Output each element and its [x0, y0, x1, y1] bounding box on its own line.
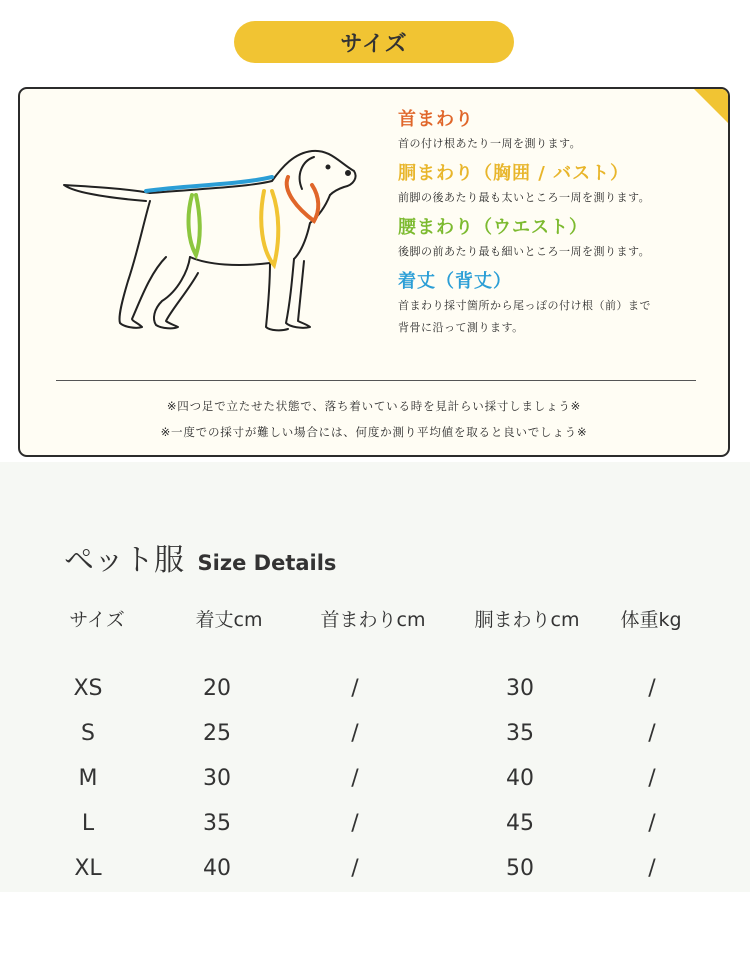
size-table-section [0, 462, 750, 892]
row-l-neck: / [351, 811, 359, 836]
note-2: ※一度での採寸が難しい場合には、何度か測り平均値を取ると良いでしょう※ [160, 425, 588, 439]
row-xs-neck: / [351, 676, 359, 701]
row-xl-weight: / [648, 856, 656, 881]
card-divider [56, 380, 696, 381]
chest-desc: 前脚の後あたり最も太いところ一周を測ります。 [398, 191, 651, 204]
size-banner [234, 21, 514, 63]
row-m-size: M [78, 766, 98, 791]
size-table-title-en: Size Details [197, 551, 337, 575]
dog-front-leg [286, 259, 310, 328]
waist-title: 腰まわり（ウエスト） [398, 217, 588, 238]
neck-title: 首まわり [398, 109, 474, 130]
row-s-chest: 35 [506, 721, 534, 746]
row-xs-chest: 30 [506, 676, 534, 701]
row-xs-weight: / [648, 676, 656, 701]
dog-illustration [58, 141, 358, 341]
row-l-size: L [81, 811, 95, 836]
row-s-size: S [81, 721, 95, 746]
header-size: サイズ [69, 609, 125, 631]
chest-measure-line [261, 191, 278, 265]
waist-desc: 後脚の前あたり最も細いところ一周を測ります。 [398, 245, 651, 258]
row-l-length: 35 [203, 811, 231, 836]
row-xs-length: 20 [203, 676, 231, 701]
length-title: 着丈（背丈） [398, 271, 512, 292]
size-table-heading [64, 535, 336, 579]
row-xs-size: XS [73, 676, 103, 701]
length-desc-2: 背骨に沿って測ります。 [398, 321, 524, 334]
row-xl-chest: 50 [506, 856, 534, 881]
row-xl-neck: / [351, 856, 359, 881]
dog-hind-leg [154, 257, 198, 328]
row-xl-length: 40 [203, 856, 231, 881]
dog-eye [327, 166, 330, 169]
size-banner-title: サイズ [340, 31, 408, 57]
row-m-neck: / [351, 766, 359, 791]
note-1: ※四つ足で立たせた状態で、落ち着いている時を見計らい採寸しましょう※ [166, 399, 582, 413]
header-weight: 体重kg [620, 609, 682, 631]
row-m-weight: / [648, 766, 656, 791]
dog-tail [64, 185, 150, 201]
row-s-length: 25 [203, 721, 231, 746]
header-neck: 首まわりcm [320, 609, 426, 631]
size-table-title: ペット服 [64, 543, 184, 578]
row-s-weight: / [648, 721, 656, 746]
waist-measure-line [189, 195, 200, 255]
neck-desc: 首の付け根あたり一周を測ります。 [398, 137, 582, 150]
neck-measure-line [287, 177, 319, 221]
dog-hind-leg-back [119, 201, 166, 328]
row-m-chest: 40 [506, 766, 534, 791]
row-l-chest: 45 [506, 811, 534, 836]
dog-chest [294, 195, 330, 259]
dog-front-leg-back [266, 263, 288, 330]
length-desc-1: 首まわり採寸箇所から尾っぽの付け根（前）まで [398, 299, 651, 312]
measurement-list [398, 107, 718, 345]
header-chest: 胴まわりcm [474, 609, 580, 631]
dog-belly [190, 257, 270, 265]
row-m-length: 30 [203, 766, 231, 791]
dog-nose [346, 171, 350, 175]
header-length: 着丈cm [195, 609, 263, 631]
row-l-weight: / [648, 811, 656, 836]
measurement-guide-card [18, 87, 730, 457]
row-xl-size: XL [74, 856, 102, 881]
row-s-neck: / [351, 721, 359, 746]
chest-title: 胴まわり（胸囲 / バスト） [398, 163, 630, 184]
